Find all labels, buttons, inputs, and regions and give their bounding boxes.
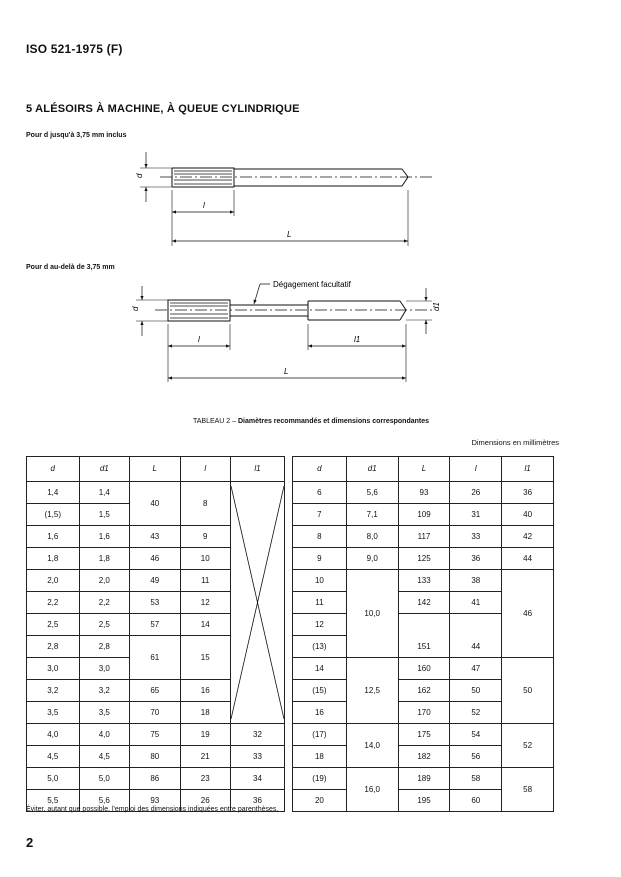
table-cell: 1,4 — [27, 482, 80, 504]
table-cell: 16,0 — [346, 768, 398, 812]
table-cell: 20 — [293, 790, 347, 812]
table-cell: 4,5 — [79, 746, 130, 768]
fig2-d1-label: d1 — [432, 302, 441, 311]
table-cell: 41 — [450, 592, 502, 614]
table-cell: 16 — [180, 680, 230, 702]
table-cell: 23 — [180, 768, 230, 790]
table-cell: 86 — [130, 768, 180, 790]
table-cell: 75 — [130, 724, 180, 746]
table-cell: 151 — [398, 614, 450, 658]
header-d1: d1 — [346, 457, 398, 482]
table-cell: 2,0 — [27, 570, 80, 592]
table-cell: 170 — [398, 702, 450, 724]
section-title: 5 ALÉSOIRS À MACHINE, À QUEUE CYLINDRIQUE — [26, 103, 300, 115]
header-l1: l1 — [230, 457, 284, 482]
table-cell: 8 — [180, 482, 230, 526]
table-cell: 11 — [180, 570, 230, 592]
fig1-l-label: l — [203, 201, 205, 210]
table-cell: 12 — [293, 614, 347, 636]
table-cell: 162 — [398, 680, 450, 702]
dimensions-table-right — [292, 456, 554, 812]
figure2-caption: Pour d au-delà de 3,75 mm — [26, 264, 115, 271]
table-cell: (13) — [293, 636, 347, 658]
header-d: d — [293, 457, 347, 482]
table-cell: 93 — [398, 482, 450, 504]
document-header: ISO 521-1975 (F) — [26, 42, 123, 56]
table-cell: 1,4 — [79, 482, 130, 504]
table-cell: 3,0 — [79, 658, 130, 680]
table-cell: 195 — [398, 790, 450, 812]
table-cell: 18 — [293, 746, 347, 768]
table-cell: 109 — [398, 504, 450, 526]
table-cell: (19) — [293, 768, 347, 790]
table-cell: 26 — [450, 482, 502, 504]
reamer-drawings — [0, 0, 621, 400]
table-cell: 43 — [130, 526, 180, 548]
table-cell: 2,5 — [27, 614, 80, 636]
table-cell: 36 — [502, 482, 554, 504]
table-cell: 9 — [180, 526, 230, 548]
table-cell: 1,6 — [79, 526, 130, 548]
fig2-d-label: d — [131, 306, 140, 311]
table-cell: 61 — [130, 636, 180, 680]
table-caption-prefix: TABLEAU 2 – — [192, 418, 238, 425]
table-cell: 2,2 — [27, 592, 80, 614]
table-cell: 58 — [450, 768, 502, 790]
header-d: d — [27, 457, 80, 482]
table-caption-text: Diamètres recommandés et dimensions correspondantes — [238, 418, 430, 425]
table-cell: 12,5 — [346, 658, 398, 724]
table-footnote: Éviter, autant que possible, l'emploi des dimensions indiquées entre parenthèses. — [26, 806, 279, 813]
table-cell: 3,0 — [27, 658, 80, 680]
table-cell: 14 — [293, 658, 347, 680]
fig2-callout: Dégagement facultatif — [273, 280, 351, 289]
table-cell: 40 — [502, 504, 554, 526]
table-cell: 6 — [293, 482, 347, 504]
table-cell: 10 — [293, 570, 347, 592]
table-cell: 36 — [230, 790, 284, 812]
table-cell: 1,8 — [27, 548, 80, 570]
page-number: 2 — [26, 835, 34, 850]
table-cell: 10,0 — [346, 570, 398, 658]
table-cell: 160 — [398, 658, 450, 680]
not-applicable-cross — [230, 482, 284, 724]
table-cell: 65 — [130, 680, 180, 702]
table-cell: 12 — [180, 592, 230, 614]
table-cell: 1,6 — [27, 526, 80, 548]
fig1-L-label: L — [287, 230, 292, 239]
header-l1: l1 — [502, 457, 554, 482]
table-cell: 14 — [180, 614, 230, 636]
table-cell: 33 — [450, 526, 502, 548]
table-cell: 50 — [502, 658, 554, 724]
table-caption — [26, 418, 596, 425]
table-cell: 60 — [450, 790, 502, 812]
fig2-l1-label: l1 — [354, 335, 361, 344]
table-cell: 46 — [502, 570, 554, 658]
table-cell: 5,0 — [27, 768, 80, 790]
table-cell: 18 — [180, 702, 230, 724]
figure1-reamer — [140, 152, 432, 246]
table-cell: 46 — [130, 548, 180, 570]
table-cell: 57 — [130, 614, 180, 636]
table-cell: 50 — [450, 680, 502, 702]
table-cell: 189 — [398, 768, 450, 790]
fig1-d-label: d — [135, 173, 144, 178]
table-cell: 38 — [450, 570, 502, 592]
fig2-l-label: l — [198, 335, 200, 344]
table-cell: 4,5 — [27, 746, 80, 768]
table-cell: 58 — [502, 768, 554, 812]
table-cell: 47 — [450, 658, 502, 680]
table-cell: 4,0 — [79, 724, 130, 746]
table-cell: 1,8 — [79, 548, 130, 570]
figure1-caption: Pour d jusqu'à 3,75 mm inclus — [26, 132, 127, 139]
table-cell: 11 — [293, 592, 347, 614]
table-cell: 53 — [130, 592, 180, 614]
table-cell: 142 — [398, 592, 450, 614]
table-cell: 8 — [293, 526, 347, 548]
table-cell: 19 — [180, 724, 230, 746]
table-cell: 2,8 — [27, 636, 80, 658]
table-cell: 93 — [130, 790, 180, 812]
fig2-L-label: L — [284, 367, 289, 376]
table-cell: 10 — [180, 548, 230, 570]
table-cell: 9 — [293, 548, 347, 570]
table-cell: (1,5) — [27, 504, 80, 526]
header-l: l — [180, 457, 230, 482]
table-cell: 5,5 — [27, 790, 80, 812]
table-cell: 33 — [230, 746, 284, 768]
table-cell: 36 — [450, 548, 502, 570]
table-cell: 32 — [230, 724, 284, 746]
table-cell: 52 — [450, 702, 502, 724]
table-cell: 4,0 — [27, 724, 80, 746]
table-cell: 7 — [293, 504, 347, 526]
table-cell: 5,0 — [79, 768, 130, 790]
table-cell: 2,5 — [79, 614, 130, 636]
table-cell: 56 — [450, 746, 502, 768]
table-cell: 9,0 — [346, 548, 398, 570]
table-cell: 8,0 — [346, 526, 398, 548]
table-cell: 7,1 — [346, 504, 398, 526]
header-d1: d1 — [79, 457, 130, 482]
header-L: L — [130, 457, 180, 482]
table-cell: 133 — [398, 570, 450, 592]
table-cell: 70 — [130, 702, 180, 724]
table-cell: 3,5 — [27, 702, 80, 724]
table-cell: 40 — [130, 482, 180, 526]
table-cell: 125 — [398, 548, 450, 570]
table-cell: 117 — [398, 526, 450, 548]
table-cell: 5,6 — [346, 482, 398, 504]
table-cell: (15) — [293, 680, 347, 702]
dimensions-table-left — [26, 456, 285, 812]
table-cell: 42 — [502, 526, 554, 548]
table-cell: 49 — [130, 570, 180, 592]
table-cell: 54 — [450, 724, 502, 746]
table-cell: 2,2 — [79, 592, 130, 614]
table-cell: 52 — [502, 724, 554, 768]
table-cell: (17) — [293, 724, 347, 746]
table-cell: 21 — [180, 746, 230, 768]
table-cell: 31 — [450, 504, 502, 526]
table-cell: 182 — [398, 746, 450, 768]
table-cell: 2,8 — [79, 636, 130, 658]
table-cell: 14,0 — [346, 724, 398, 768]
table-cell: 3,5 — [79, 702, 130, 724]
table-cell: 80 — [130, 746, 180, 768]
header-l: l — [450, 457, 502, 482]
table-cell: 175 — [398, 724, 450, 746]
table-cell: 44 — [502, 548, 554, 570]
table-cell: 44 — [450, 614, 502, 658]
table-cell: 2,0 — [79, 570, 130, 592]
table-cell: 3,2 — [27, 680, 80, 702]
table-cell: 15 — [180, 636, 230, 680]
table-cell: 16 — [293, 702, 347, 724]
table-cell: 5,6 — [79, 790, 130, 812]
header-L: L — [398, 457, 450, 482]
table-cell: 3,2 — [79, 680, 130, 702]
table-cell: 26 — [180, 790, 230, 812]
table-cell: 1,5 — [79, 504, 130, 526]
table-cell: 34 — [230, 768, 284, 790]
table-units: Dimensions en millimètres — [471, 438, 559, 447]
